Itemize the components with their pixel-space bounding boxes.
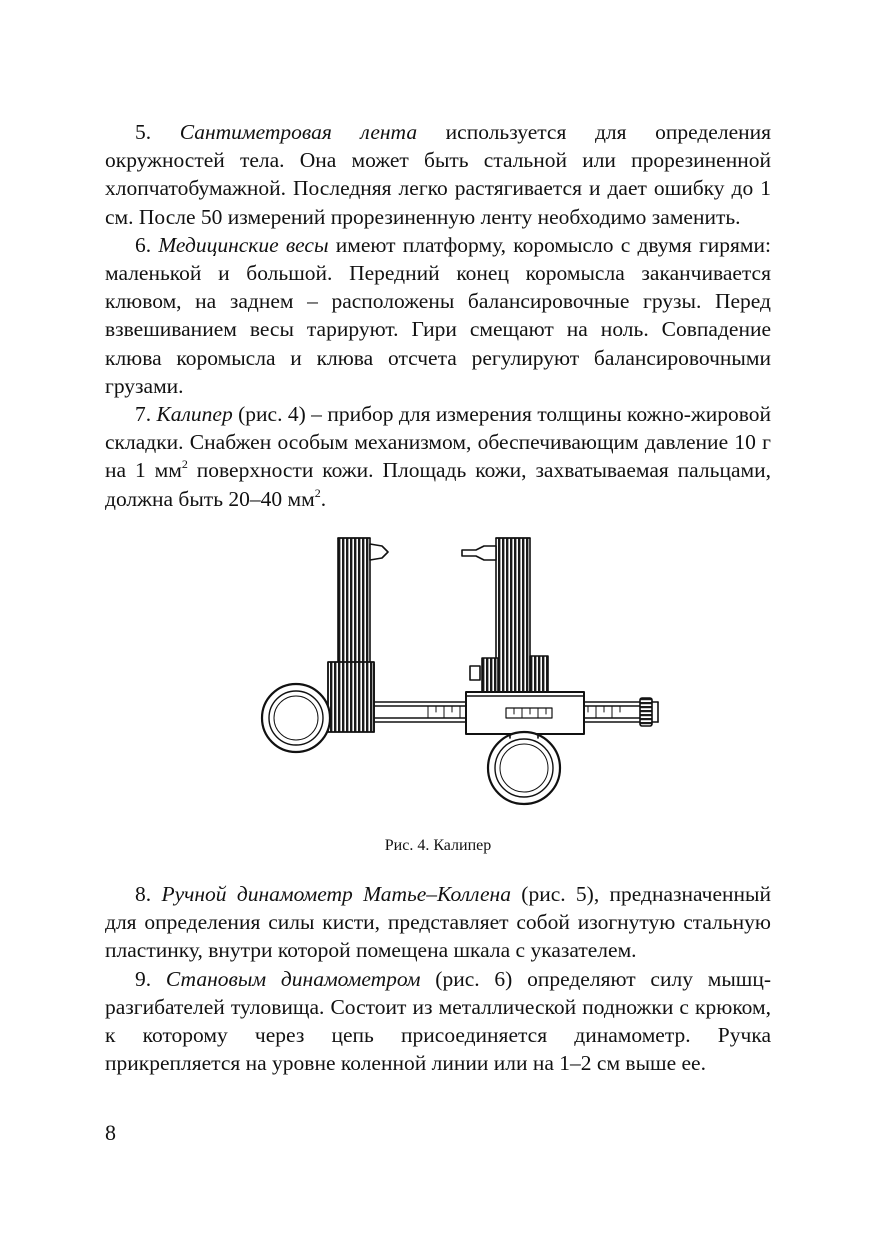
text-block-top (105, 118, 771, 513)
paragraph-text: (рис. 6) определяют силу мышц-разгибателей туловища. Состоит из металлической подножки с крюком, к которому через цепь присоединяется динамометр. Ручка прикрепляется на уровне коленной линии или на 1–2 см выше ее. (105, 966, 771, 1076)
item-number: 5. (135, 120, 152, 144)
paragraph-text: (рис. 5), предназначенный для определения силы кисти, представляет собой изогнутую стальную пластинку, внутри которой помещена шкала с указателем. (105, 882, 772, 963)
term-back-dynamometer: Становым динамометром (165, 966, 421, 991)
page-number: 8 (105, 1120, 116, 1145)
superscript: 2 (314, 485, 321, 500)
item-number: 9. (135, 966, 152, 991)
paragraph-text: используется для определения окружностей тела. Она может быть стальной или прорезиненной хлопчатобумажной. Последняя легко растягивается и дает ошибку до 1 см. После 50 измерений прорезиненную ленту необходимо заменить. (105, 120, 772, 229)
paragraph-7 (105, 400, 771, 513)
paragraph-5 (105, 118, 771, 231)
term-caliper: Калипер (156, 402, 233, 427)
paragraph-text: поверхности кожи. Площадь кожи, захватываемая пальцами, должна быть 20–40 мм (105, 458, 771, 511)
paragraph-text: имеют платформу, коромысло с двумя гирями: маленькой и большой. Передний конец коромысла заканчивается клювом, на заднем – расположены балансировочные грузы. Перед взвешиванием весы тарируют. Гири смещают на ноль. Совпадение клюва коромысла и клюва отсчета регулируют балансировочными грузами. (105, 232, 772, 398)
superscript: 2 (181, 457, 188, 472)
item-number: 6. (135, 232, 152, 257)
term-tape-measure: Сантиметровая лента (179, 120, 418, 144)
term-hand-dynamometer: Ручной динамометр Матье–Коллена (161, 882, 511, 906)
item-number: 7. (135, 402, 152, 427)
paragraph-9 (105, 965, 771, 1078)
paragraph-6 (105, 231, 771, 400)
text-block-bottom (105, 880, 771, 1077)
paragraph-text: . (320, 486, 327, 511)
caliper-icon (210, 506, 662, 818)
paragraph-8 (105, 880, 771, 965)
caliper-illustration (210, 506, 662, 818)
paragraph-text: (рис. 4) – прибор для измерения толщины кожно-жировой складки. Снабжен особым механизмом, обеспечивающим давление 10 г на 1 мм (105, 402, 772, 483)
figure-caption: Рис. 4. Калипер (384, 837, 492, 854)
term-medical-scales: Медицинские весы (158, 232, 329, 257)
item-number: 8. (135, 882, 152, 906)
